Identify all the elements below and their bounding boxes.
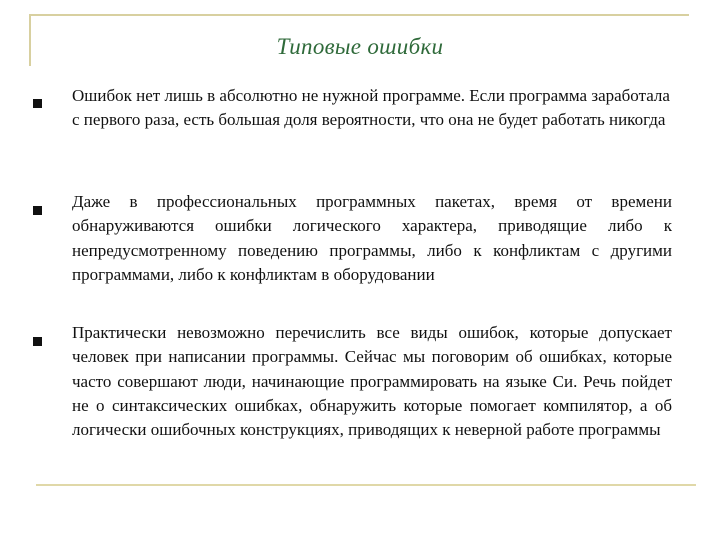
decorative-top-rule	[29, 14, 689, 16]
slide-title: Типовые ошибки	[276, 34, 444, 59]
bullet-text-3: Практически невозможно перечислить все виды ошибок, которые допускает человек при написании программы. Сейчас мы поговорим об ошибках, которые часто совершают люди, начинающие программировать на языке Си. Речь пойдет не о синтаксических ошибках, обнаружить которые помогает компилятор, а об логически ошибочных конструкциях, приводящих к неверной работе программы	[72, 323, 672, 440]
bullet-square-icon	[33, 99, 42, 108]
bullet-text-2: Даже в профессиональных программных пакетах, время от времени обнаруживаются ошибки логического характера, приводящие либо к непредусмотренному поведению программы, либо к конфликтам с другими программами, либо к конфликтам в оборудовании	[72, 192, 672, 284]
bullet-square-icon	[33, 337, 42, 346]
bullet-square-icon	[33, 206, 42, 215]
decorative-bottom-rule	[36, 484, 696, 486]
bullet-text-1: Ошибок нет лишь в абсолютно не нужной программе. Если программа заработала с первого раза, есть большая доля вероятности, что она не будет работать никогда	[72, 86, 670, 130]
